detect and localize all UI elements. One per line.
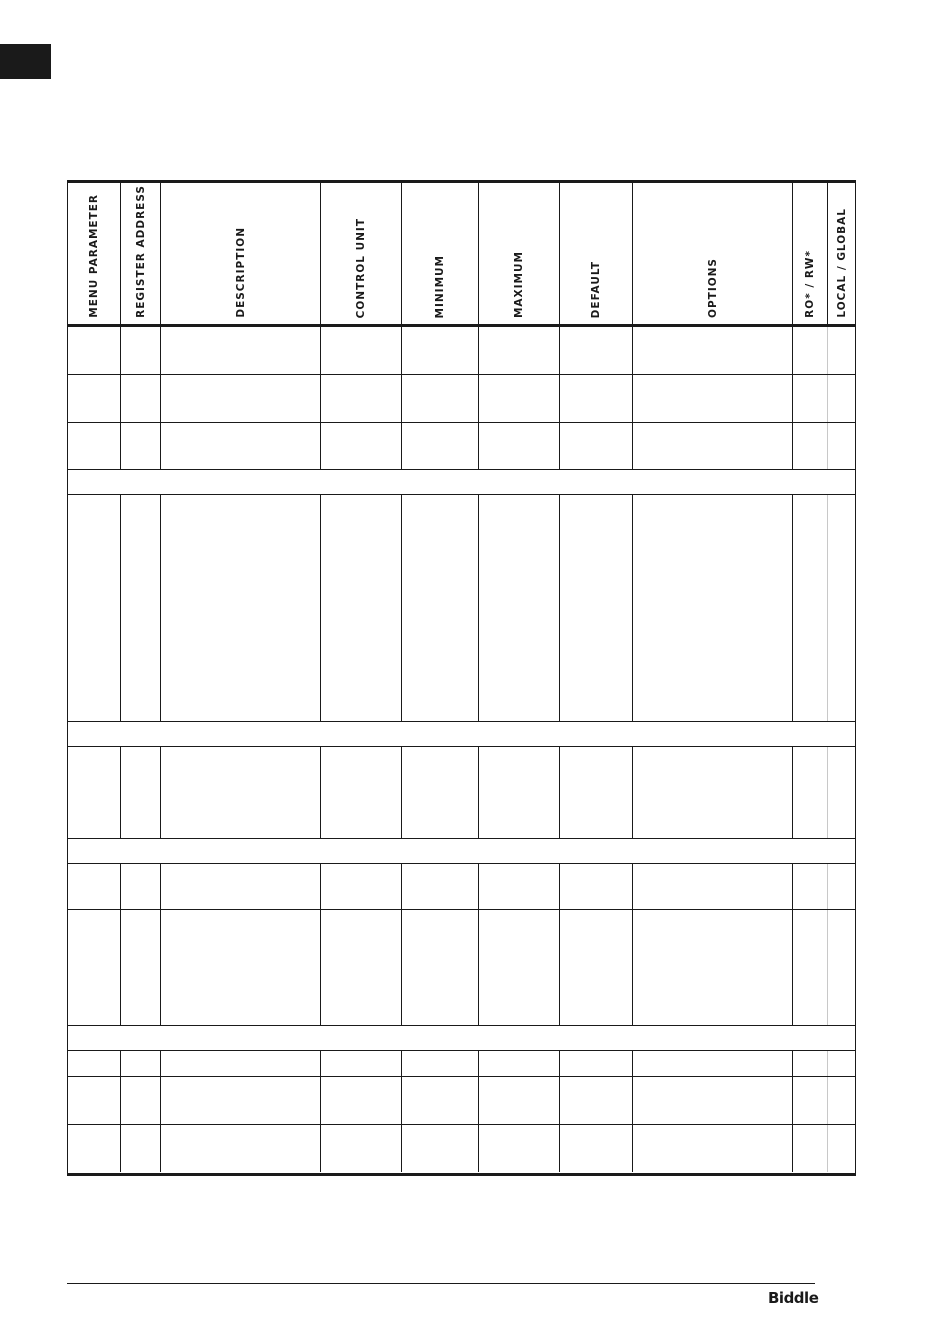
table-cell bbox=[67, 423, 121, 469]
table-cell bbox=[67, 1051, 121, 1076]
column-header bbox=[633, 183, 793, 324]
table-cell bbox=[633, 864, 793, 909]
table-cell bbox=[560, 1077, 633, 1124]
table-cell bbox=[633, 495, 793, 721]
table-cell bbox=[560, 495, 633, 721]
table-header bbox=[67, 183, 856, 327]
table-cell bbox=[793, 1051, 828, 1076]
column-header-label: LOCAL / GLOBAL bbox=[836, 208, 848, 318]
table-cell bbox=[402, 1125, 479, 1172]
table-cell bbox=[161, 1051, 321, 1076]
table-cell bbox=[479, 910, 560, 1025]
column-header bbox=[828, 183, 856, 324]
table-cell bbox=[402, 327, 479, 374]
table-cell bbox=[560, 910, 633, 1025]
table-cell bbox=[121, 747, 161, 838]
table-cell bbox=[67, 864, 121, 909]
section-row bbox=[67, 839, 856, 864]
table-cell bbox=[560, 423, 633, 469]
table-cell bbox=[121, 1077, 161, 1124]
column-header bbox=[479, 183, 560, 324]
table-cell bbox=[793, 327, 828, 374]
table-cell bbox=[161, 747, 321, 838]
table-row bbox=[67, 1125, 856, 1172]
table-cell bbox=[402, 747, 479, 838]
table-body bbox=[67, 327, 856, 1173]
column-header bbox=[402, 183, 479, 324]
table-cell bbox=[321, 747, 402, 838]
table-cell bbox=[633, 423, 793, 469]
section-row bbox=[67, 470, 856, 495]
table-cell bbox=[402, 423, 479, 469]
table-cell bbox=[828, 327, 856, 374]
table-cell bbox=[121, 1125, 161, 1172]
table-cell bbox=[633, 910, 793, 1025]
table-cell bbox=[67, 1125, 121, 1172]
table-cell bbox=[161, 1125, 321, 1172]
table-cell bbox=[161, 327, 321, 374]
table-cell bbox=[402, 910, 479, 1025]
table-cell bbox=[828, 747, 856, 838]
table-cell bbox=[560, 1051, 633, 1076]
table-cell bbox=[121, 1051, 161, 1076]
table-cell bbox=[121, 864, 161, 909]
table-cell bbox=[828, 375, 856, 422]
column-header bbox=[793, 183, 828, 324]
parameter-table bbox=[67, 180, 856, 1176]
table-cell bbox=[560, 327, 633, 374]
table-cell bbox=[321, 864, 402, 909]
column-header-label: MINIMUM bbox=[434, 254, 446, 318]
table-cell bbox=[402, 1077, 479, 1124]
table-row bbox=[67, 423, 856, 470]
table-cell bbox=[479, 327, 560, 374]
table-cell bbox=[161, 864, 321, 909]
table-cell bbox=[479, 495, 560, 721]
table-cell bbox=[321, 1051, 402, 1076]
table-row bbox=[67, 375, 856, 423]
table-cell bbox=[560, 375, 633, 422]
table-cell bbox=[828, 423, 856, 469]
table-cell bbox=[793, 864, 828, 909]
table-cell bbox=[633, 327, 793, 374]
table-cell bbox=[161, 910, 321, 1025]
column-header-label: MAXIMUM bbox=[513, 250, 525, 318]
table-cell bbox=[560, 1125, 633, 1172]
table-cell bbox=[828, 1125, 856, 1172]
table-cell bbox=[793, 910, 828, 1025]
table-cell bbox=[121, 495, 161, 721]
table-cell bbox=[479, 375, 560, 422]
table-cell bbox=[793, 1077, 828, 1124]
page-tab-marker bbox=[0, 44, 51, 79]
table-row bbox=[67, 1051, 856, 1077]
table-cell bbox=[321, 910, 402, 1025]
table-row bbox=[67, 910, 856, 1026]
table-cell bbox=[793, 375, 828, 422]
table-cell bbox=[633, 1077, 793, 1124]
table-row bbox=[67, 495, 856, 722]
table-cell bbox=[67, 327, 121, 374]
table-cell bbox=[321, 423, 402, 469]
table-cell bbox=[67, 747, 121, 838]
table-cell bbox=[161, 423, 321, 469]
table-cell bbox=[828, 1051, 856, 1076]
column-header bbox=[560, 183, 633, 324]
table-cell bbox=[121, 423, 161, 469]
table-cell bbox=[479, 1125, 560, 1172]
table-cell bbox=[67, 1077, 121, 1124]
column-header bbox=[161, 183, 321, 324]
table-cell bbox=[479, 1077, 560, 1124]
table-row bbox=[67, 864, 856, 910]
table-cell bbox=[67, 910, 121, 1025]
column-header-label: MENU PARAMETER bbox=[87, 194, 100, 318]
column-header-label: DEFAULT bbox=[590, 260, 602, 318]
footer-rule bbox=[67, 1283, 815, 1284]
table-cell bbox=[560, 747, 633, 838]
table-cell bbox=[121, 327, 161, 374]
table-cell bbox=[321, 495, 402, 721]
table-cell bbox=[793, 1125, 828, 1172]
table-cell bbox=[793, 747, 828, 838]
table-cell bbox=[402, 864, 479, 909]
table-cell bbox=[402, 1051, 479, 1076]
section-row bbox=[67, 722, 856, 747]
table-cell bbox=[121, 910, 161, 1025]
table-cell bbox=[828, 495, 856, 721]
table-cell bbox=[321, 1125, 402, 1172]
table-cell bbox=[828, 1077, 856, 1124]
table-row bbox=[67, 327, 856, 375]
table-cell bbox=[402, 495, 479, 721]
table-cell bbox=[121, 375, 161, 422]
table-cell bbox=[633, 1051, 793, 1076]
table-cell bbox=[479, 747, 560, 838]
table-cell bbox=[560, 864, 633, 909]
column-header bbox=[321, 183, 402, 324]
table-cell bbox=[633, 375, 793, 422]
biddle-logo: Biddle bbox=[768, 1289, 819, 1307]
table-row bbox=[67, 1077, 856, 1125]
table-cell bbox=[321, 375, 402, 422]
table-cell bbox=[633, 1125, 793, 1172]
table-cell bbox=[479, 423, 560, 469]
table-cell bbox=[828, 910, 856, 1025]
table-cell bbox=[793, 495, 828, 721]
table-cell bbox=[321, 327, 402, 374]
column-header-label: DESCRIPTION bbox=[234, 227, 247, 318]
table-cell bbox=[828, 864, 856, 909]
table-cell bbox=[67, 375, 121, 422]
table-cell bbox=[402, 375, 479, 422]
table-cell bbox=[479, 1051, 560, 1076]
section-row bbox=[67, 1026, 856, 1051]
column-header bbox=[67, 183, 121, 324]
table-cell bbox=[633, 747, 793, 838]
table-cell bbox=[161, 1077, 321, 1124]
column-header-label: OPTIONS bbox=[706, 258, 719, 318]
table-cell bbox=[67, 495, 121, 721]
table-cell bbox=[321, 1077, 402, 1124]
table-cell bbox=[161, 375, 321, 422]
column-header-label: RO* / RW* bbox=[804, 250, 816, 318]
table-cell bbox=[161, 495, 321, 721]
column-header bbox=[121, 183, 161, 324]
column-header-label: CONTROL UNIT bbox=[355, 217, 367, 318]
table-cell bbox=[479, 864, 560, 909]
column-header-label: REGISTER ADDRESS bbox=[134, 185, 147, 318]
table-row bbox=[67, 747, 856, 839]
table-cell bbox=[793, 423, 828, 469]
